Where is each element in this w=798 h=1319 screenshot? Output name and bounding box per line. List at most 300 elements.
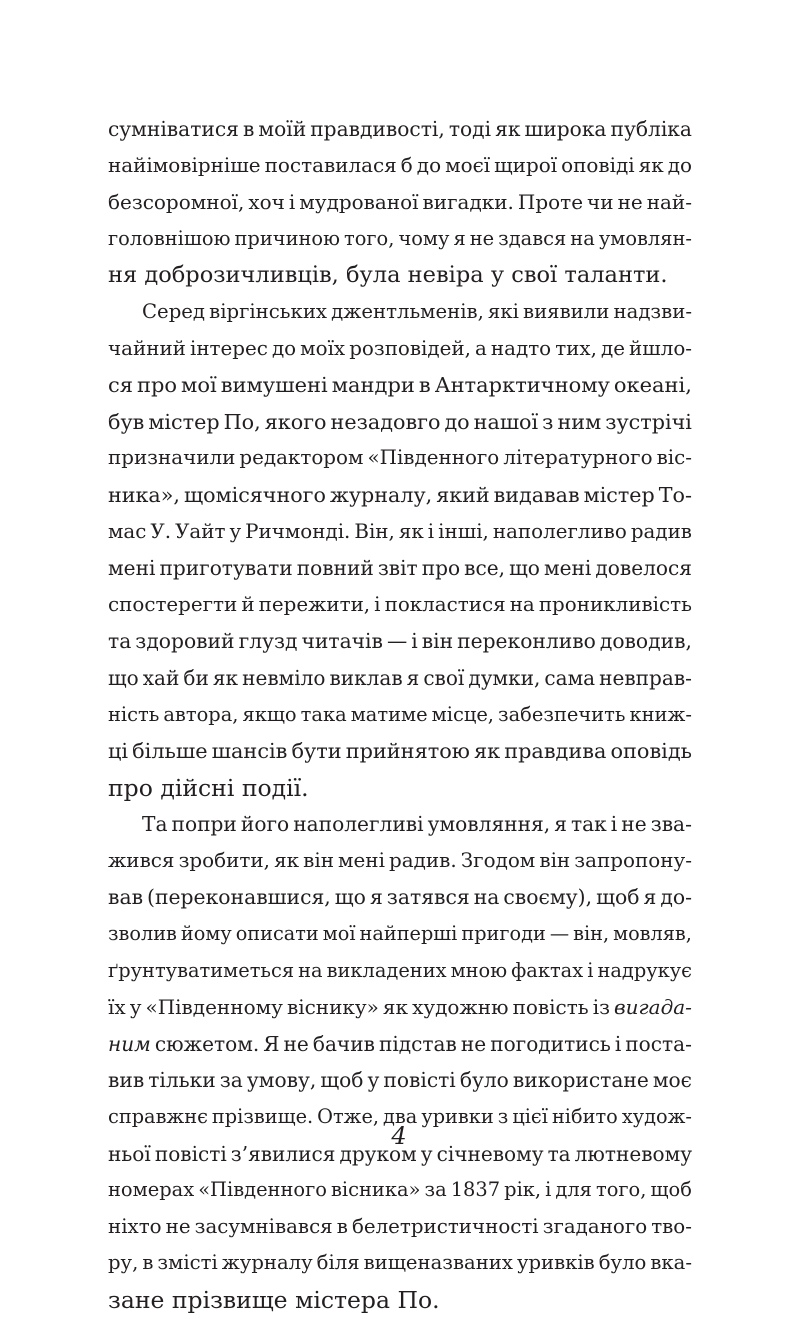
text-line <box>108 916 692 953</box>
word: (переконавшися, <box>147 885 331 910</box>
word: нашої <box>473 409 539 434</box>
word: вимушені <box>220 373 328 398</box>
word: головнішою <box>108 226 231 250</box>
word: повісті <box>154 1141 227 1166</box>
word: фактах <box>511 958 584 982</box>
word: та <box>547 1141 571 1166</box>
word: надрукує <box>597 958 692 982</box>
word: цієї <box>512 1105 548 1129</box>
text-line <box>108 953 692 990</box>
word: вигада- <box>614 995 692 1020</box>
word: підстав <box>378 1031 457 1056</box>
word: на <box>570 226 595 250</box>
word: — <box>386 629 408 654</box>
word: до <box>667 153 692 177</box>
word: поста- <box>625 1031 692 1056</box>
word: щоб <box>596 885 640 910</box>
word: і <box>610 812 618 837</box>
text-line <box>108 294 692 331</box>
word: матиме <box>350 702 428 726</box>
word: мною <box>450 958 508 982</box>
word: журналу <box>221 1251 313 1275</box>
word: чайний <box>108 336 186 360</box>
word: де <box>600 336 625 360</box>
word: ґрунтуватиметься <box>108 958 295 982</box>
word: згаданого <box>542 1214 648 1238</box>
word: Уайт <box>175 519 226 543</box>
word: засумнівався <box>194 1214 333 1238</box>
word: більше <box>132 739 208 764</box>
word: я <box>453 226 466 250</box>
word: публіка <box>610 117 692 141</box>
word: причиною <box>234 226 340 250</box>
word: свої <box>511 262 558 289</box>
word: прийнятою <box>345 739 470 764</box>
word: проникливість <box>538 592 692 616</box>
word: як <box>212 665 239 690</box>
word: ня <box>108 262 138 289</box>
word: поставилася <box>264 153 397 177</box>
word: який <box>436 482 490 507</box>
word: за <box>219 1068 243 1093</box>
word: бачив <box>312 1031 375 1056</box>
word: не <box>165 1214 191 1238</box>
text-line <box>108 1062 692 1099</box>
word: умовляння, <box>427 812 551 837</box>
word: тоді <box>448 117 492 141</box>
word: така <box>300 702 347 726</box>
word: в <box>142 1251 154 1275</box>
word: Серед <box>142 299 206 323</box>
word: дійсні <box>160 773 235 802</box>
word: повний <box>296 556 374 581</box>
word: океані, <box>613 373 692 398</box>
word: надзви- <box>613 299 692 323</box>
word: а <box>475 336 487 360</box>
word: і <box>288 190 296 215</box>
word: хай <box>142 665 180 690</box>
word: у <box>367 1068 380 1093</box>
word: і <box>545 1178 552 1202</box>
word: описати <box>235 922 319 946</box>
word: худож- <box>621 1105 692 1129</box>
word: найімовірніше <box>108 153 261 177</box>
word: правдивості, <box>310 117 445 141</box>
word: книж- <box>629 702 692 726</box>
word: Ричмонді. <box>245 519 351 543</box>
word: віргінських <box>209 299 328 323</box>
word: чому <box>398 226 450 250</box>
word: невміло <box>242 665 326 690</box>
word: щирої <box>494 153 558 177</box>
word: художню <box>412 995 509 1020</box>
word: джентльменів, <box>331 299 484 323</box>
word: б <box>400 153 413 177</box>
word: оповіді <box>561 153 635 177</box>
word: події. <box>241 773 309 802</box>
word: незадовго <box>330 409 441 434</box>
word: інтерес <box>189 336 268 360</box>
word: тво- <box>651 1214 692 1238</box>
word: забезпечить <box>498 702 626 726</box>
word: вив <box>108 1068 145 1093</box>
word: ність <box>108 702 160 726</box>
word: вка- <box>650 1251 692 1275</box>
word: як <box>382 995 409 1020</box>
word: Отже, <box>317 1105 380 1129</box>
word: умову, <box>246 1068 317 1093</box>
word: оповідь <box>610 739 692 764</box>
word: зволив <box>108 922 177 946</box>
word: та <box>108 629 132 654</box>
word: містера <box>295 1286 390 1314</box>
word: літературного <box>503 446 653 470</box>
word: було <box>459 1068 509 1093</box>
text-line <box>108 404 692 441</box>
word: шансів <box>211 739 288 764</box>
word: ніхто <box>108 1214 162 1238</box>
word: ньої <box>108 1141 151 1166</box>
word: і <box>427 519 435 543</box>
text-line <box>108 989 692 1026</box>
text-line <box>108 148 692 185</box>
text-line <box>108 1282 692 1319</box>
word: сумніватися <box>108 117 239 141</box>
word: пережити, <box>258 592 371 616</box>
word: біля <box>316 1251 360 1275</box>
word: і <box>411 629 418 654</box>
word: щоб <box>320 1068 364 1093</box>
word: спостерегти <box>108 592 238 616</box>
word: у <box>420 1141 433 1166</box>
word: що <box>509 556 540 581</box>
word: про <box>421 556 461 581</box>
word: 1837 <box>450 1178 501 1202</box>
word: покластися <box>384 592 506 616</box>
text-line <box>108 770 692 807</box>
word: Він, <box>354 519 395 543</box>
word: не <box>469 226 495 250</box>
word: запропону- <box>574 848 692 872</box>
word: які <box>487 299 519 323</box>
word: нібито <box>551 1105 618 1129</box>
word: Проте <box>517 190 584 215</box>
word: жився <box>108 848 175 872</box>
text-line <box>108 843 692 880</box>
word: справжнє <box>108 1105 208 1129</box>
text-line <box>108 514 692 551</box>
word: моєї <box>445 153 491 177</box>
word: щоб <box>650 1178 692 1202</box>
word: вав <box>108 885 144 910</box>
word: попри <box>171 812 237 837</box>
word: було <box>598 1251 647 1275</box>
text-line <box>108 477 692 514</box>
word: пригоди <box>461 922 546 946</box>
word: не <box>283 1031 309 1056</box>
text-line <box>108 331 692 368</box>
word: в <box>336 1214 348 1238</box>
text-line <box>108 733 692 770</box>
text-line <box>108 184 692 221</box>
word: що <box>334 885 366 910</box>
word: я <box>643 885 657 910</box>
word: таланти. <box>564 262 668 289</box>
word: на <box>298 958 323 982</box>
word: То- <box>658 482 692 507</box>
word: розповідей, <box>349 336 471 360</box>
word: зустрічі <box>605 409 692 434</box>
word: сюжетом. <box>154 1031 260 1056</box>
word: як <box>274 848 300 872</box>
text-line <box>108 623 692 660</box>
word: мої <box>322 922 356 946</box>
word: я <box>406 665 420 690</box>
word: він, <box>573 922 610 946</box>
word: Згодом <box>460 848 536 872</box>
word: довелося <box>595 556 692 581</box>
word: ся <box>108 373 133 398</box>
word: наполегливі <box>293 812 424 837</box>
word: здоровий <box>135 629 235 654</box>
word: наполегливо <box>492 519 627 543</box>
word: «Південного <box>367 446 500 470</box>
word: був <box>108 409 145 434</box>
word: правдива <box>504 739 607 764</box>
word: погодитись <box>490 1031 611 1056</box>
word: викладених <box>326 958 447 982</box>
word: що <box>108 665 139 690</box>
word: ним <box>557 409 602 434</box>
word: якого <box>264 409 327 434</box>
word: в <box>418 373 431 398</box>
word: і <box>374 592 381 616</box>
word: автора, <box>163 702 239 726</box>
word: він <box>303 848 334 872</box>
word: хоч <box>248 190 285 215</box>
word: доводив, <box>599 629 692 654</box>
word: уривків <box>516 1251 595 1275</box>
word: безсоромної, <box>108 190 245 215</box>
word: він <box>539 848 571 872</box>
word: містер <box>583 482 655 507</box>
word: найперші <box>359 922 458 946</box>
word: вісника» <box>331 1178 421 1202</box>
word: сама <box>544 665 596 690</box>
word: приготувати <box>159 556 293 581</box>
text-line <box>108 587 692 624</box>
word: вищеназваних <box>363 1251 513 1275</box>
word: того, <box>595 1178 647 1202</box>
word: виклав <box>329 665 403 690</box>
word: до <box>271 336 297 360</box>
text-line <box>108 111 692 148</box>
word: він <box>421 629 454 654</box>
word: рік, <box>504 1178 542 1202</box>
word: «Південному <box>145 995 283 1020</box>
page-number: 4 <box>391 1122 407 1150</box>
word: номерах <box>108 1178 195 1202</box>
word: Антарктичному <box>434 373 610 398</box>
text-line <box>108 1026 692 1063</box>
word: про <box>137 373 178 398</box>
word: редактором <box>239 446 364 470</box>
text-line <box>108 879 692 916</box>
word: здався <box>498 226 567 250</box>
word: як <box>495 117 521 141</box>
word: їх <box>108 995 126 1020</box>
text-line <box>108 440 692 477</box>
word: змісті <box>157 1251 218 1275</box>
word: містер <box>148 409 220 434</box>
word: із <box>592 995 611 1020</box>
text-line <box>108 221 692 258</box>
word: як <box>398 519 424 543</box>
word: уривки <box>421 1105 494 1129</box>
word: мас <box>108 519 147 543</box>
word: думки, <box>468 665 541 690</box>
word: глузд <box>238 629 298 654</box>
word: свої <box>423 665 465 690</box>
word: як <box>473 739 501 764</box>
word: з <box>497 1105 509 1129</box>
word: зробити, <box>178 848 271 872</box>
word: і <box>587 958 594 982</box>
word: все, <box>464 556 506 581</box>
word: лютневому <box>574 1141 692 1166</box>
word: віс- <box>656 446 692 470</box>
word: ним <box>108 1031 151 1056</box>
word: і <box>614 1031 622 1056</box>
word: інші, <box>438 519 489 543</box>
word: вигадки. <box>422 190 514 215</box>
word: зане <box>108 1286 165 1314</box>
text-line <box>108 660 692 697</box>
text-line <box>108 1172 692 1209</box>
word: доброзичливців, <box>144 262 339 289</box>
word: тільки <box>148 1068 216 1093</box>
word: з’явилися <box>230 1141 336 1166</box>
word: була <box>346 262 401 289</box>
word: зва- <box>650 812 692 837</box>
word: я <box>369 885 383 910</box>
word: січневому <box>436 1141 544 1166</box>
text-line <box>108 1245 692 1282</box>
word: Та <box>142 812 168 837</box>
word: чи <box>587 190 614 215</box>
word: По, <box>223 409 261 434</box>
word: до <box>444 409 470 434</box>
word: на <box>473 885 500 910</box>
word: на <box>509 592 535 616</box>
word: Я <box>263 1031 280 1056</box>
word: мені <box>108 556 156 581</box>
word: друком <box>339 1141 417 1166</box>
word: мені <box>543 556 592 581</box>
word: в <box>242 117 255 141</box>
text-line <box>108 697 692 734</box>
word: у <box>490 262 505 289</box>
word: моїх <box>300 336 346 360</box>
word: не <box>617 190 643 215</box>
word: невіра <box>407 262 484 289</box>
text-line <box>108 550 692 587</box>
word: надто <box>490 336 552 360</box>
word: виявили <box>523 299 610 323</box>
word: як <box>638 153 664 177</box>
text-line <box>108 367 692 404</box>
word: йому <box>180 922 232 946</box>
word: мудрованої <box>299 190 419 215</box>
word: невправ- <box>599 665 692 690</box>
word: читачів <box>301 629 383 654</box>
word: звіт <box>377 556 418 581</box>
word: своєму), <box>503 885 593 910</box>
word: призначили <box>108 446 236 470</box>
word: переконливо <box>457 629 596 654</box>
word: місце, <box>431 702 494 726</box>
word: радив. <box>389 848 457 872</box>
word: най- <box>646 190 692 215</box>
word: про <box>108 773 153 802</box>
word: бути <box>291 739 342 764</box>
word: журналу, <box>329 482 433 507</box>
word: мої <box>181 373 217 398</box>
word: ру, <box>108 1251 139 1275</box>
word: у <box>229 519 242 543</box>
word: до- <box>660 885 692 910</box>
word: «Південного <box>198 1178 327 1202</box>
word: для <box>555 1178 592 1202</box>
word: й <box>241 592 255 616</box>
word: я <box>554 812 567 837</box>
word: — <box>549 922 570 946</box>
word: у <box>129 995 142 1020</box>
word: У. <box>150 519 172 543</box>
word: прізвище <box>171 1286 288 1314</box>
word: мандри <box>331 373 415 398</box>
word: віснику» <box>286 995 379 1020</box>
word: тих, <box>555 336 597 360</box>
text-line <box>108 806 692 843</box>
word: прізвище. <box>211 1105 314 1129</box>
word: за <box>424 1178 447 1202</box>
word: мовляв, <box>613 922 692 946</box>
word: якщо <box>242 702 297 726</box>
word: його <box>240 812 290 837</box>
word: видавав <box>493 482 580 507</box>
word: умовлян- <box>598 226 692 250</box>
word: до <box>416 153 442 177</box>
word: з <box>542 409 554 434</box>
text-line <box>108 257 692 294</box>
word: радив <box>630 519 692 543</box>
word: мені <box>338 848 385 872</box>
word: повість <box>512 995 589 1020</box>
word: не <box>460 1031 487 1056</box>
word: йшло- <box>629 336 692 360</box>
word: белетристичності <box>351 1214 539 1238</box>
word: два <box>383 1105 418 1129</box>
word: затявся <box>386 885 470 910</box>
word: повісті <box>383 1068 456 1093</box>
word: би <box>183 665 209 690</box>
word: використане <box>512 1068 649 1093</box>
word: щомісячного <box>183 482 326 507</box>
word: моїй <box>258 117 307 141</box>
word: широка <box>524 117 607 141</box>
word: моє <box>652 1068 692 1093</box>
